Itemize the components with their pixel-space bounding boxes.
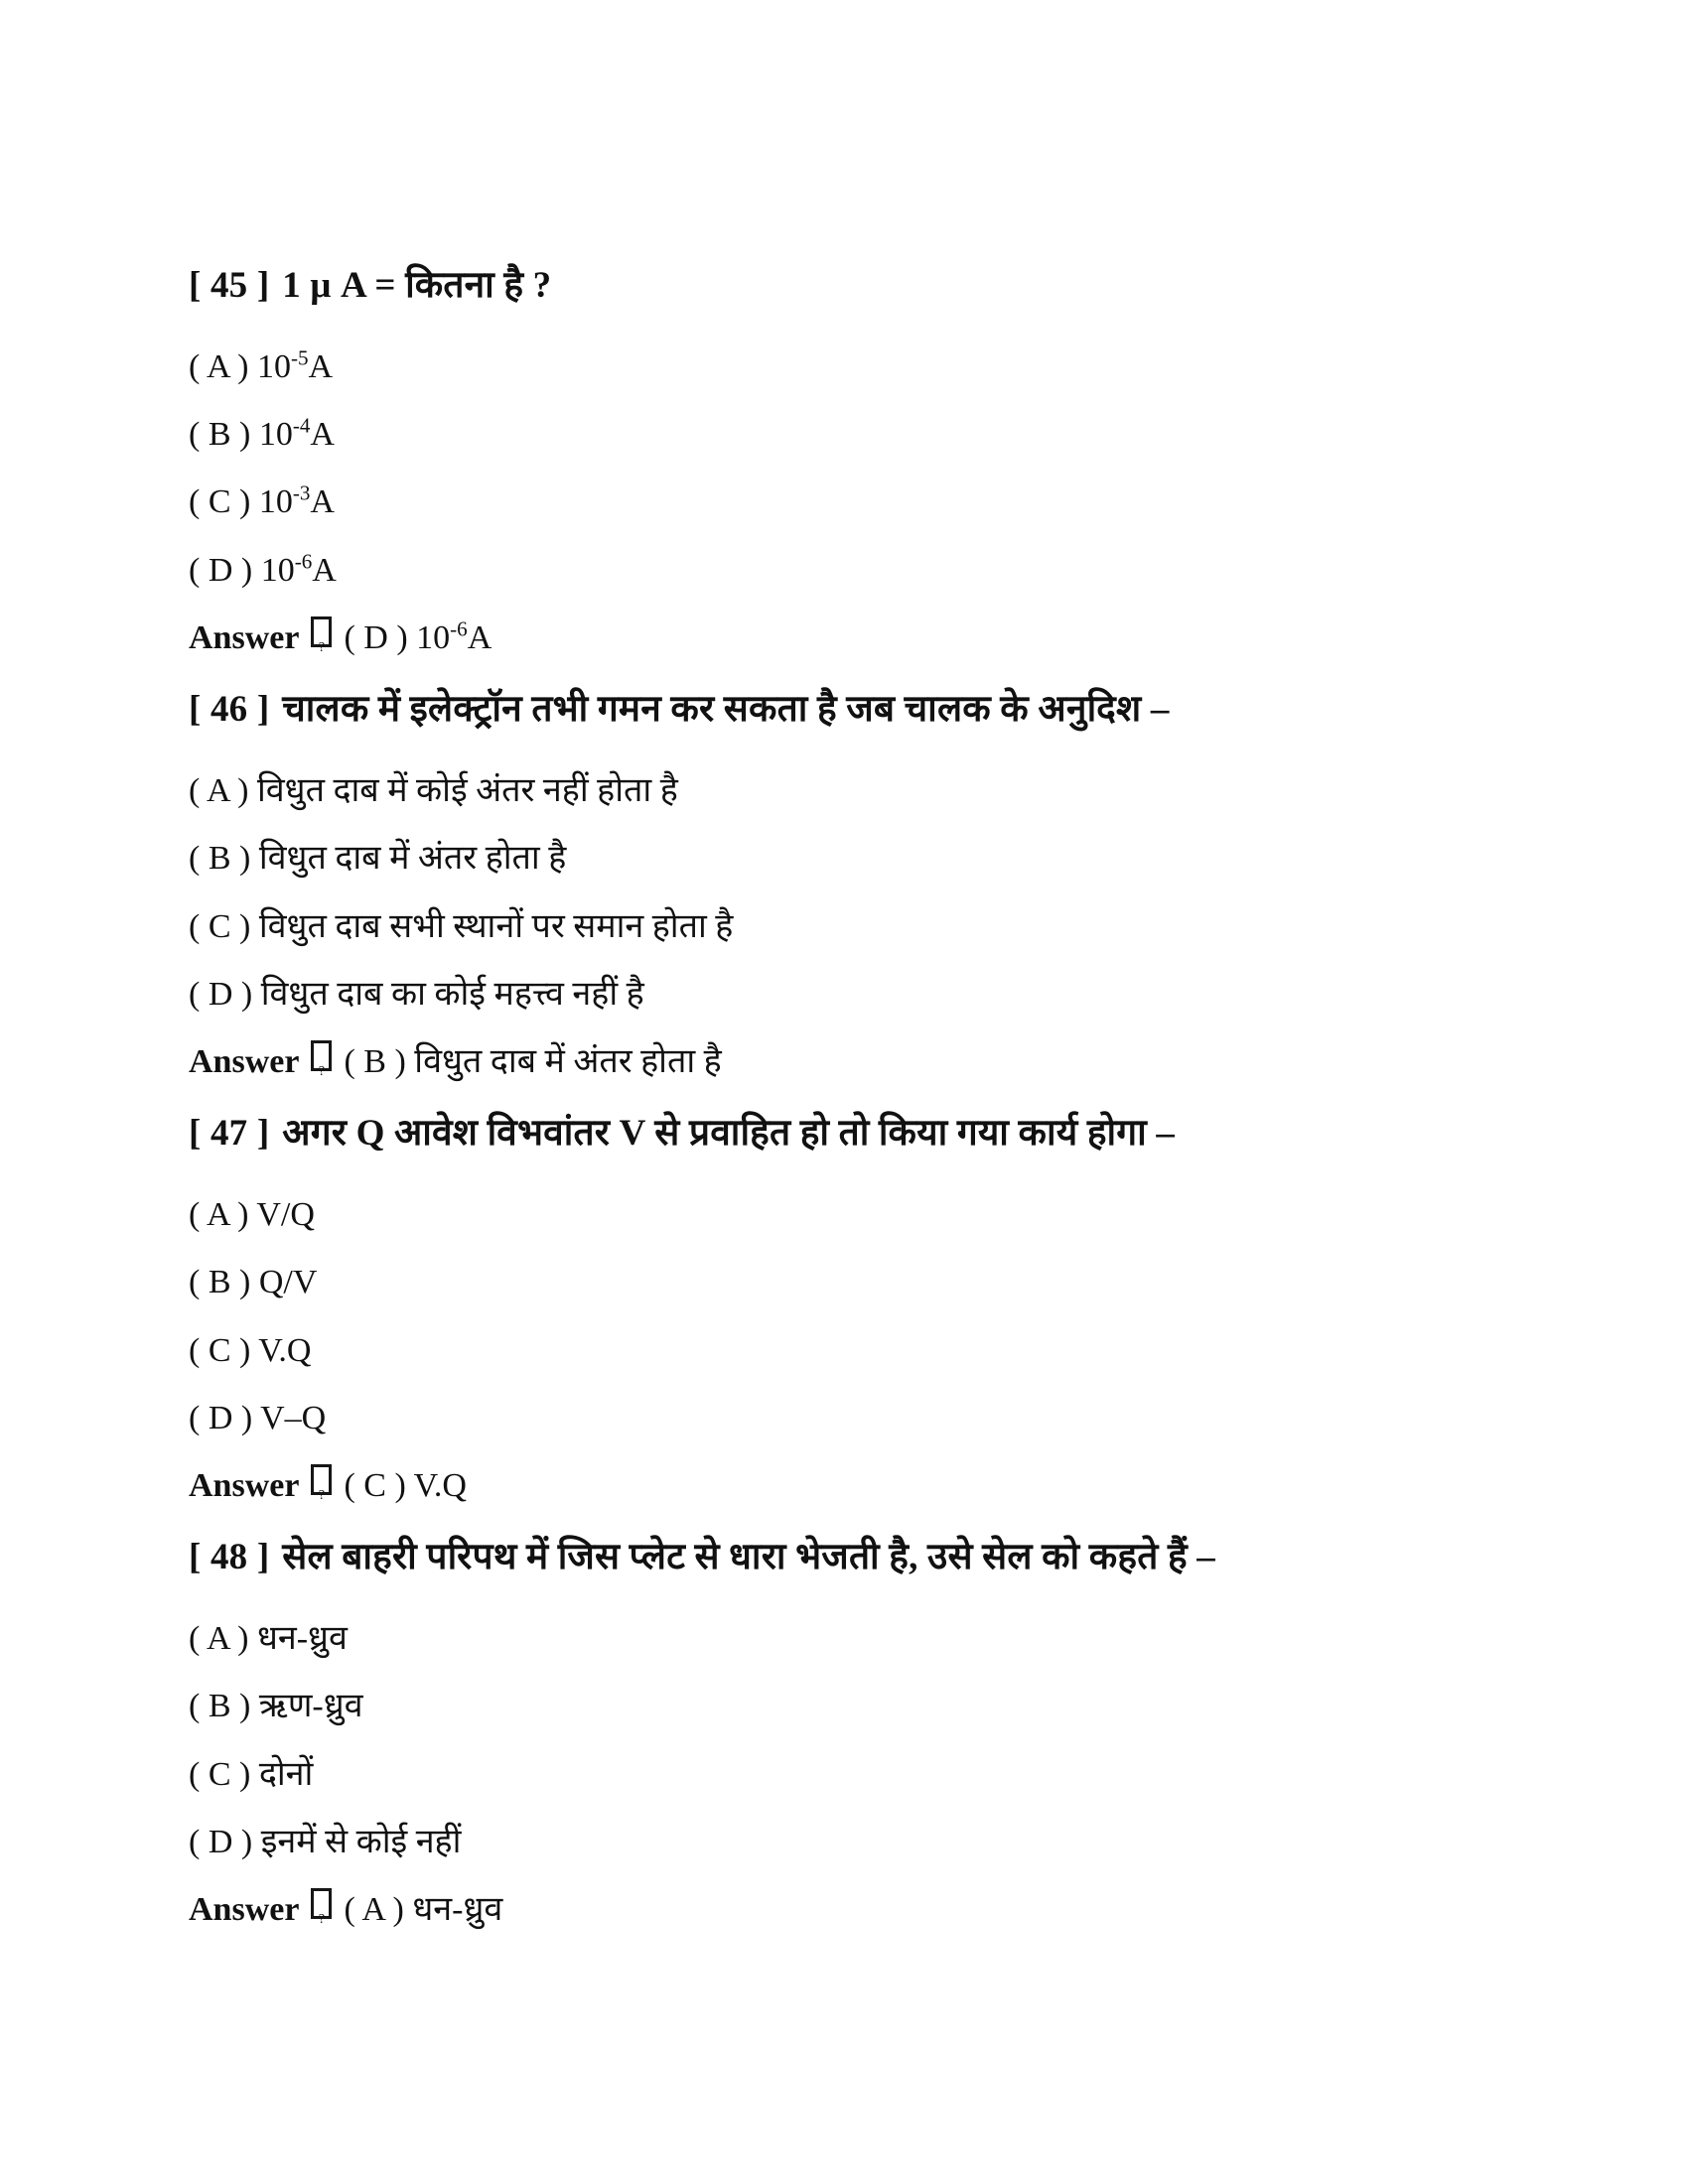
option-text-suffix: A [312, 551, 337, 589]
answer-text: ( C ) V.Q [344, 1466, 467, 1504]
question-number: [ 48 ] [189, 1537, 270, 1578]
option-line-d [189, 973, 1529, 1017]
question-block-48 [189, 1534, 1529, 1932]
option-line-c [189, 1753, 1529, 1797]
option-line-a [189, 1617, 1529, 1661]
option-text: ( D ) इनमें से कोई नहीं [189, 1823, 462, 1860]
missing-glyph-icon [311, 616, 332, 655]
answer-text: ( B ) विधुत दाब में अंतर होता है [344, 1042, 722, 1080]
missing-glyph-icon [311, 1888, 332, 1927]
option-line-b [189, 1261, 1529, 1304]
question-text: 1 μ A = कितना है ? [282, 265, 552, 306]
option-text-suffix: A [310, 483, 335, 521]
answer-line [189, 1040, 1529, 1084]
answer-text: ( D ) 10 [344, 618, 451, 656]
option-text-suffix: A [310, 416, 335, 454]
missing-glyph-question: ? [318, 1487, 326, 1503]
option-text: ( A ) धन-ध्रुव [189, 1620, 348, 1658]
option-superscript: -3 [292, 481, 311, 506]
question-title [189, 1534, 1529, 1581]
option-line-c [189, 480, 1529, 524]
question-text: चालक में इलेक्ट्रॉन तभी गमन कर सकता है जब चालक के अनुदिश – [282, 689, 1170, 731]
option-text: ( C ) V.Q [189, 1331, 312, 1369]
question-block-45 [189, 262, 1529, 660]
missing-glyph-question: ? [318, 1063, 326, 1079]
answer-label: Answer [189, 1890, 300, 1928]
option-line-d [189, 549, 1529, 593]
answer-text-suffix: A [467, 618, 492, 656]
option-text: ( C ) दोनों [189, 1755, 314, 1793]
answer-line [189, 1464, 1529, 1508]
option-text: ( C ) 10 [189, 483, 293, 521]
option-text: ( B ) ऋण-ध्रुव [189, 1688, 363, 1725]
question-title [189, 1110, 1529, 1158]
missing-glyph-icon [311, 1040, 332, 1079]
option-text: ( B ) 10 [189, 416, 293, 454]
question-number: [ 45 ] [189, 265, 270, 306]
question-title [189, 686, 1529, 734]
option-text-suffix: A [308, 348, 334, 386]
answer-line [189, 616, 1529, 660]
option-superscript: -4 [292, 413, 311, 438]
option-text: ( A ) विधुत दाब में कोई अंतर नहीं होता है [189, 772, 678, 810]
answer-label: Answer [189, 1042, 300, 1080]
option-line-b [189, 1685, 1529, 1728]
question-block-47 [189, 1110, 1529, 1508]
question-text: अगर Q आवेश विभवांतर V से प्रवाहित हो तो किया गया कार्य होगा – [282, 1113, 1176, 1155]
option-line-c [189, 905, 1529, 949]
option-line-b [189, 413, 1529, 457]
question-block-46 [189, 686, 1529, 1084]
option-line-c [189, 1329, 1529, 1373]
option-text: ( A ) 10 [189, 348, 291, 386]
answer-label: Answer [189, 618, 300, 656]
question-text: सेल बाहरी परिपथ में जिस प्लेट से धारा भेजती है, उसे सेल को कहते हैं – [282, 1537, 1215, 1578]
question-number: [ 47 ] [189, 1113, 270, 1155]
option-line-a [189, 769, 1529, 813]
question-title [189, 262, 1529, 310]
missing-glyph-icon [311, 1464, 332, 1503]
missing-glyph-question: ? [318, 1911, 326, 1927]
question-number: [ 46 ] [189, 689, 270, 731]
option-line-a [189, 345, 1529, 389]
option-line-d [189, 1397, 1529, 1440]
option-text: ( B ) Q/V [189, 1264, 318, 1301]
option-superscript: -5 [290, 345, 309, 370]
option-line-a [189, 1193, 1529, 1237]
option-text: ( D ) 10 [189, 551, 295, 589]
option-line-d [189, 1821, 1529, 1864]
missing-glyph-question: ? [318, 639, 326, 655]
option-superscript: -6 [294, 549, 313, 574]
option-text: ( A ) V/Q [189, 1196, 315, 1234]
option-line-b [189, 837, 1529, 881]
option-text: ( B ) विधुत दाब में अंतर होता है [189, 840, 567, 878]
answer-label: Answer [189, 1466, 300, 1504]
option-text: ( C ) विधुत दाब सभी स्थानों पर समान होता है [189, 907, 734, 945]
answer-superscript: -6 [450, 616, 468, 641]
answer-text: ( A ) धन-ध्रुव [344, 1890, 503, 1928]
option-text: ( D ) V–Q [189, 1399, 327, 1436]
option-text: ( D ) विधुत दाब का कोई महत्त्व नहीं है [189, 975, 644, 1013]
answer-line [189, 1888, 1529, 1932]
